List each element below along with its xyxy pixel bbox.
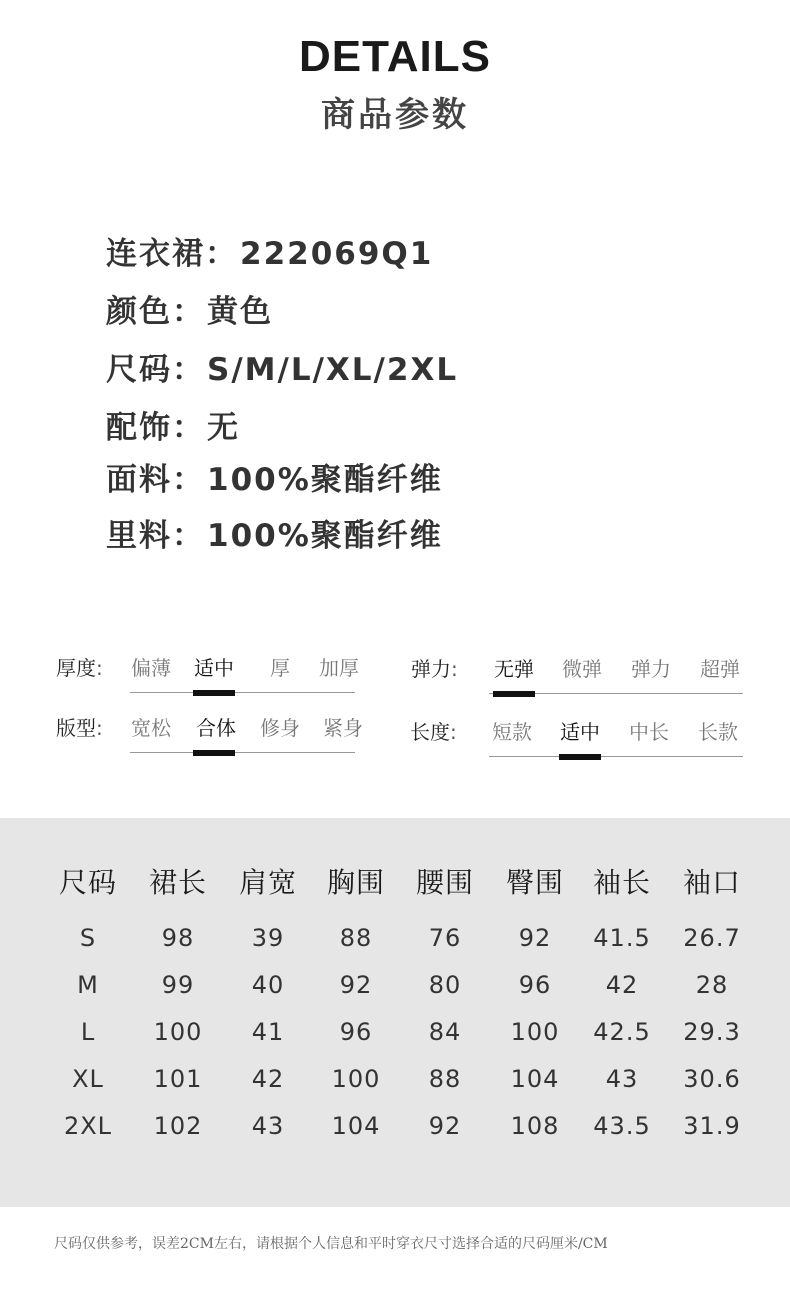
size-table-cell: 28 [695,971,729,999]
size-table-cell: 43 [605,1065,639,1093]
size-table-cell: 92 [339,971,373,999]
size-table-cell: 88 [339,924,373,952]
attr-label: 版型: [56,716,103,740]
size-table-header: 臀围 [505,866,565,899]
size-table-cell: 80 [428,971,462,999]
size-table-cell: 42 [605,971,639,999]
attr-option: 微弹 [562,657,602,681]
param-separator: ： [172,294,205,330]
size-table-cell: 98 [161,924,195,952]
attr-option: 弹力 [631,657,671,681]
size-table-cell: 100 [510,1018,560,1046]
attr-options [489,717,743,757]
attr-option: 加厚 [319,656,359,680]
size-table-cell: 100 [153,1018,203,1046]
attr-options [130,653,359,693]
size-table-cell: L [80,1018,96,1046]
attr-option: 长款 [698,720,738,744]
page-header [0,30,790,138]
attr-option: 厚 [270,656,290,680]
attr-option-selected: 无弹 [494,657,534,681]
size-table-cell: 99 [161,971,195,999]
attr-length [400,717,790,757]
size-table-cell: M [77,971,99,999]
attr-option: 宽松 [131,716,171,740]
size-table-cell: 42 [251,1065,285,1093]
size-table-header: 裙长 [148,866,208,899]
size-disclaimer: 尺码仅供参考，误差2CM左右，请根据个人信息和平时穿衣尺寸选择合适的尺码厘米/CM [54,1236,608,1252]
size-table [0,818,790,1207]
size-table-cell: 26.7 [683,924,741,952]
size-table-cell: 101 [153,1065,203,1093]
size-table-header: 袖口 [682,866,742,899]
param-label: 连衣裙 [106,236,205,272]
size-table-cell: 30.6 [683,1065,741,1093]
size-table-cell: 104 [331,1112,381,1140]
size-table-cell: 88 [428,1065,462,1093]
param-label: 面料 [106,462,172,498]
param-row-fabric [106,458,443,502]
attr-option-selected: 适中 [560,720,600,744]
size-table-cell: S [79,924,97,952]
size-table-cell: 2XL [63,1112,113,1140]
param-label: 颜色 [106,294,172,330]
size-table-header: 袖长 [592,866,652,899]
param-separator: ： [172,352,205,388]
param-row-lining [106,514,443,558]
size-table-cell: 39 [251,924,285,952]
size-table-cell: 92 [518,924,552,952]
selected-marker [559,754,601,760]
size-table-header: 尺码 [58,866,118,899]
attr-option: 超弹 [700,657,740,681]
attr-options [489,654,743,694]
size-table-cell: 76 [428,924,462,952]
size-table-cell: 41.5 [593,924,651,952]
attr-label: 弹力: [411,657,458,681]
size-table-cell: 108 [510,1112,560,1140]
selected-marker [193,690,235,696]
param-row-size [106,348,458,392]
size-table-cell: 84 [428,1018,462,1046]
param-row-style [106,232,433,276]
param-separator: ： [172,518,205,554]
attr-fit [0,713,395,753]
page-title-en: DETAILS [299,32,491,81]
attr-option: 紧身 [323,716,363,740]
size-table-cell: 96 [518,971,552,999]
size-table-header: 肩宽 [238,866,298,899]
param-value: 222069Q1 [240,236,434,272]
param-row-color [106,290,273,334]
size-table-cell: 102 [153,1112,203,1140]
attr-label: 长度: [410,720,457,744]
page-title-cn: 商品参数 [321,95,469,135]
selected-marker [493,691,535,697]
size-table-cell: 42.5 [593,1018,651,1046]
attr-option: 短款 [492,720,532,744]
param-value: 100%聚酯纤维 [207,518,443,554]
size-table-cell: 104 [510,1065,560,1093]
size-table-header: 胸围 [326,866,386,899]
size-table-header: 腰围 [415,866,475,899]
attr-label: 厚度: [56,656,103,680]
size-table-cell: 41 [251,1018,285,1046]
size-table-cell: 31.9 [683,1112,741,1140]
size-table-cell: 92 [428,1112,462,1140]
size-table-cell: XL [72,1065,104,1093]
size-table-cell: 100 [331,1065,381,1093]
param-separator: ： [205,236,238,272]
size-table-cell: 40 [251,971,285,999]
attr-option-selected: 合体 [196,716,236,740]
attr-options [130,713,363,753]
attr-option: 中长 [629,720,669,744]
size-table-cell: 43 [251,1112,285,1140]
param-label: 里料 [106,518,172,554]
attr-thickness [0,653,395,693]
param-value: 黄色 [207,294,273,330]
size-table-cell: 96 [339,1018,373,1046]
attr-option: 修身 [260,716,300,740]
attr-option-selected: 适中 [194,656,234,680]
size-table-cell: 29.3 [683,1018,741,1046]
param-separator: ： [172,462,205,498]
param-value: S/M/L/XL/2XL [207,352,459,388]
selected-marker [193,750,235,756]
param-separator: ： [172,410,205,446]
param-label: 尺码 [106,352,172,388]
param-row-accessory [106,406,240,450]
param-value: 无 [207,410,240,446]
param-value: 100%聚酯纤维 [207,462,443,498]
attr-elasticity [400,654,790,694]
param-label: 配饰 [106,410,172,446]
attr-option: 偏薄 [131,656,171,680]
size-table-cell: 43.5 [593,1112,651,1140]
